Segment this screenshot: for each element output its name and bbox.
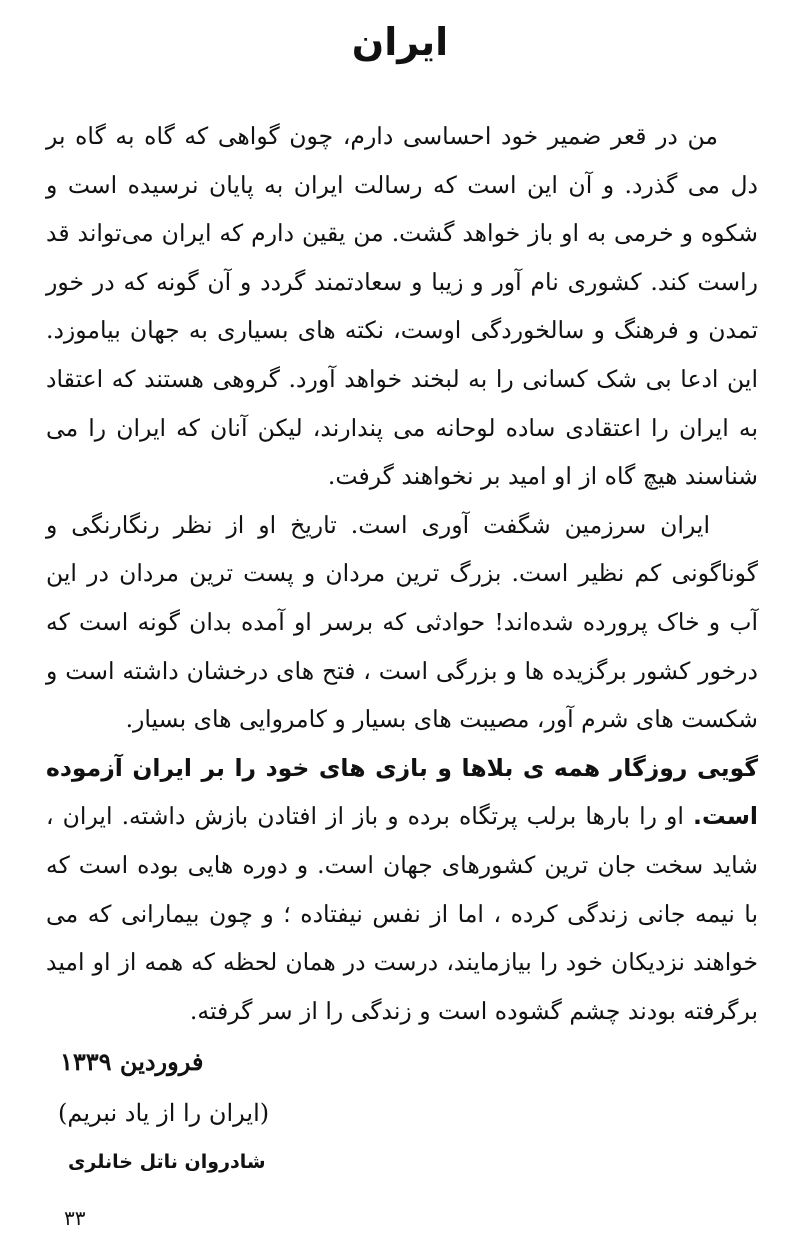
paragraph-2 xyxy=(46,501,758,1036)
page-number: ۳۳ xyxy=(64,1206,86,1230)
paragraph-2-part-2: او را بارها برلب پرتگاه برده و باز از افتادن بازش داشته. ایران ، شاید سخت جان ترین کشورهای جهان است. و دوره هایی بوده است که با نیمه جانی زندگی کرده ، اما از نفس نیفتاده ؛ و چون بیمارانی که می خواهند نزدیکان خود را بیازمایند، درست در همان لحظه که همه از او امید برگرفته بودند چشم گشوده است و زندگی را از سر گرفته. xyxy=(46,802,758,1025)
paragraph-2-part-1: ایران سرزمین شگفت آوری است. تاریخ او از نظر رنگارنگی و گوناگونی کم نظیر است. بزرگ ترین مردان و پست ترین مردان در این آب و خاک پرورده شده‌اند! حوادثی که برسر او آمده بدان گونه است که درخور کشور برگزیده ها و بزرگی است ، فتح های درخشان داشته است و شکست های شرم آور، مصیبت های بسیار و کامروایی های بسیار. xyxy=(46,510,758,734)
paragraph-1: من در قعر ضمیر خود احساسی دارم، چون گواهی که گاه به گاه بر دل می گذرد. و آن این است که رسالت ایران به پایان نرسیده است و شکوه و خرمی به او باز خواهد گشت. من یقین دارم که ایران می‌تواند قد راست کند. کشوری نام آور و زیبا و سعادتمند گردد و آن گونه که در خور تمدن و فرهنگ و سالخوردگی اوست، نکته های بسیاری به جهان بیاموزد. این ادعا بی شک کسانی را به لبخند خواهد آورد. گروهی هستند که اعتقاد به ایران را اعتقادی ساده لوحانه می پندارند، لیکن آنان که ایران را می شناسند هیچ گاه از او امید بر نخواهند گرفت. xyxy=(46,122,758,491)
document-title: ایران xyxy=(351,20,449,64)
paragraph-2-bold-sentence: گویی روزگار همه ی بلاها و بازی های خود را بر ایران آزموده است. xyxy=(46,753,758,831)
body-text xyxy=(46,112,758,1035)
date-line: فروردین ۱۳۳۹ xyxy=(60,1047,204,1076)
author-name: شادروان ناتل خانلری xyxy=(68,1151,266,1173)
source-line: (ایران را از یاد نبریم) xyxy=(58,1099,270,1127)
